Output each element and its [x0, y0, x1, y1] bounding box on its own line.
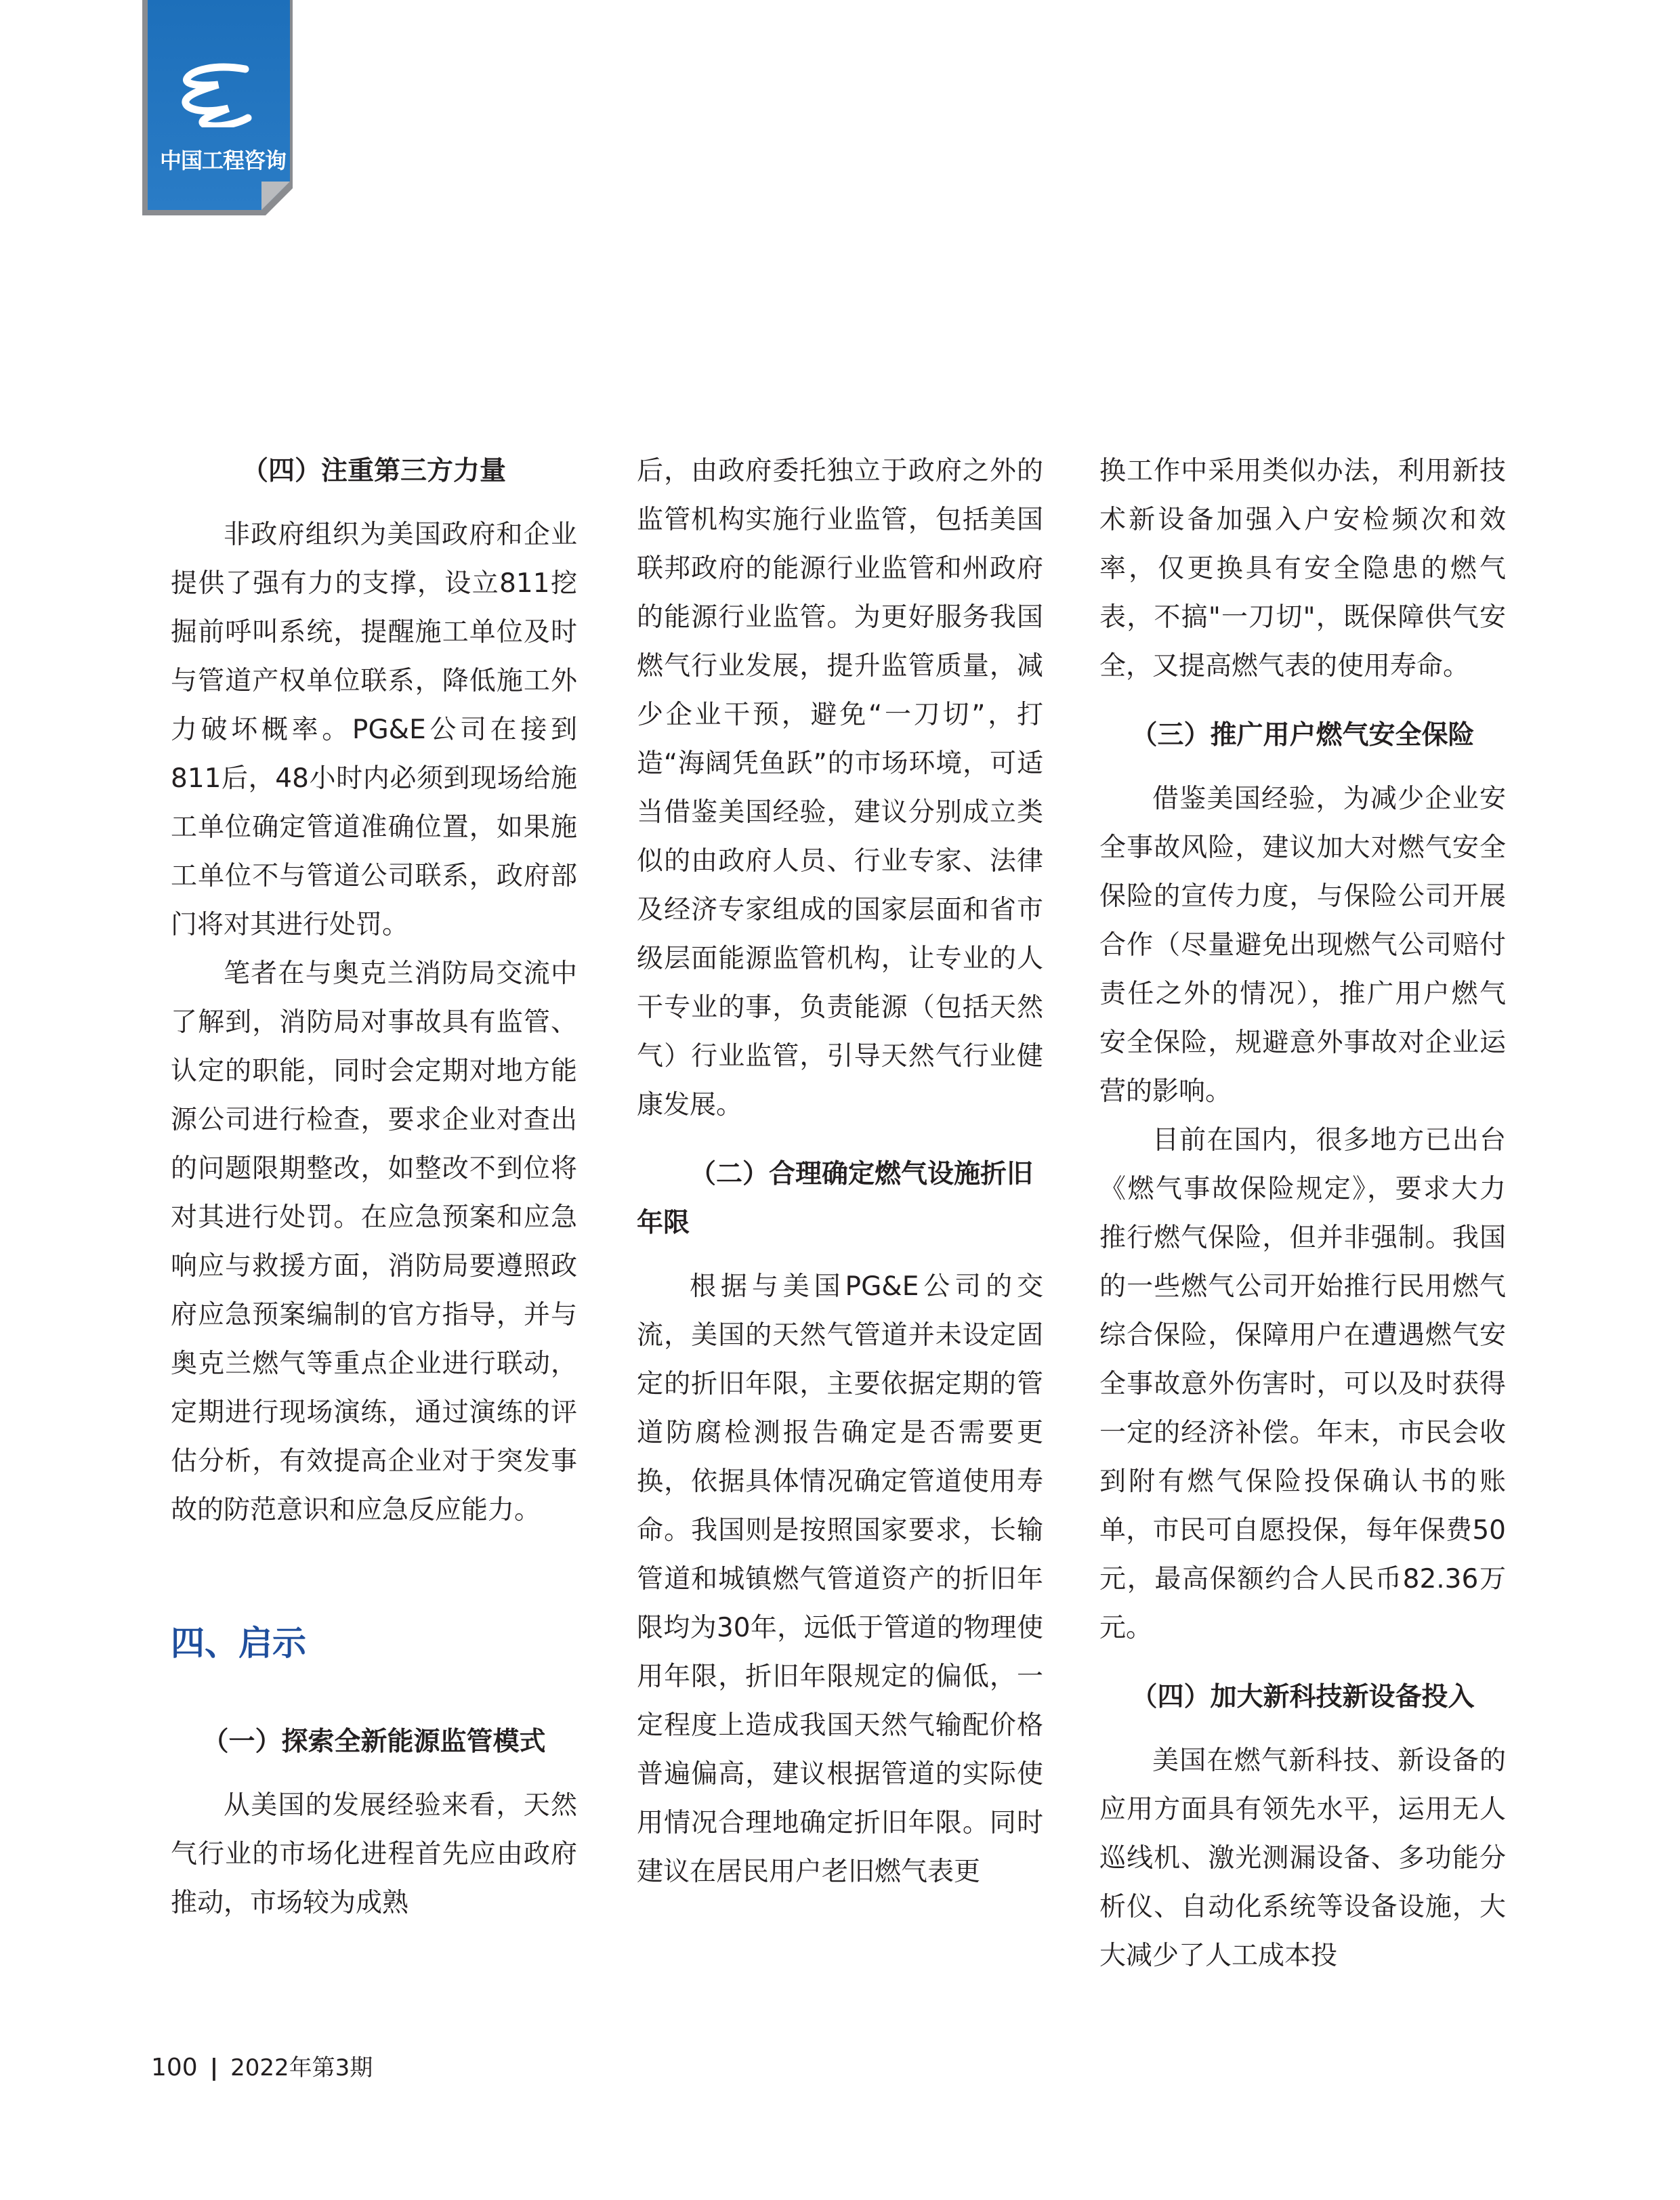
subsection-heading: （四）注重第三方力量	[241, 456, 506, 486]
subsection-heading: （四）加大新科技新设备投入	[1131, 1682, 1475, 1712]
page-number: 100	[151, 2054, 198, 2081]
subsection-heading: （三）推广用户燃气安全保险	[1131, 720, 1475, 750]
paragraph: 笔者在与奥克兰消防局交流中了解到，消防局对事故具有监管、认定的职能，同时会定期对地方能源公司进行检查，要求企业对查出的问题限期整改，如整改不到位将对其进行处罚。在应急预案和应急响应与救援方面，消防局要遵照政府应急预案编制的官方指导，并与奥克兰燃气等重点企业进行联动，定期进行现场演练，通过演练的评估分析，有效提高企业对于突发事故的防范意识和应急反应能力。	[171, 958, 577, 1525]
page-footer	[151, 2049, 373, 2082]
subsection-heading: （二）合理确定燃气设施折旧年限	[637, 1159, 1034, 1238]
paragraph: 后，由政府委托独立于政府之外的监管机构实施行业监管，包括美国联邦政府的能源行业监管和州政府的能源行业监管。为更好服务我国燃气行业发展，提升监管质量，减少企业干预，避免“一刀切”，打造“海阔凭鱼跃”的市场环境，可适当借鉴美国经验，建议分别成立类似的由政府人员、行业专家、法律及经济专家组成的国家层面和省市级层面能源监管机构，让专业的人干专业的事，负责能源（包括天然气）行业监管，引导天然气行业健康发展。	[637, 456, 1043, 1120]
paragraph: 换工作中采用类似办法，利用新技术新设备加强入户安检频次和效率，仅更换具有安全隐患的燃气表，不搞"一刀切"，既保障供气安全，又提高燃气表的使用寿命。	[1099, 456, 1506, 681]
section-heading: 四、启示	[171, 1624, 306, 1663]
subsection-heading: （一）探索全新能源监管模式	[202, 1727, 546, 1757]
issue-label: 2022年第3期	[230, 2054, 373, 2081]
paragraph: 借鉴美国经验，为减少企业安全事故风险，建议加大对燃气安全保险的宣传力度，与保险公司开展合作（尽量避免出现燃气公司赔付责任之外的情况），推广用户燃气安全保险，规避意外事故对企业运营的影响。	[1099, 784, 1506, 1107]
paragraph: 美国在燃气新科技、新设备的应用方面具有领先水平，运用无人巡线机、激光测漏设备、多功能分析仪、自动化系统等设备设施，大大减少了人工成本投	[1099, 1746, 1506, 1971]
column-middle	[637, 447, 1043, 1897]
journal-logo-icon	[177, 62, 252, 127]
footer-separator: |	[209, 2054, 219, 2081]
paragraph: 非政府组织为美国政府和企业提供了强有力的支撑，设立811挖掘前呼叫系统，提醒施工单位及时与管道产权单位联系，降低施工外力破坏概率。PG&E公司在接到811后，48小时内必须到现场给施工单位确定管道准确位置，如果施工单位不与管道公司联系，政府部门将对其进行处罚。	[171, 520, 577, 940]
column-left	[171, 447, 577, 1928]
paragraph: 根据与美国PG&E公司的交流，美国的天然气管道并未设定固定的折旧年限，主要依据定期的管道防腐检测报告确定是否需要更换，依据具体情况确定管道使用寿命。我国则是按照国家要求，长输管道和城镇燃气管道资产的折旧年限均为30年，远低于管道的物理使用年限，折旧年限规定的偏低，一定程度上造成我国天然气输配价格普遍偏高，建议根据管道的实际使用情况合理地确定折旧年限。同时建议在居民用户老旧燃气表更	[637, 1271, 1043, 1887]
column-right	[1099, 447, 1506, 1981]
paragraph: 目前在国内，很多地方已出台《燃气事故保险规定》，要求大力推行燃气保险，但并非强制。我国的一些燃气公司开始推行民用燃气综合保险，保障用户在遭遇燃气安全事故意外伤害时，可以及时获得一定的经济补偿。年末，市民会收到附有燃气保险投保确认书的账单，市民可自愿投保，每年保费50元，最高保额约合人民币82.36万元。	[1099, 1125, 1506, 1643]
journal-brand-name: 中国工程咨询	[160, 148, 287, 173]
paragraph: 从美国的发展经验来看，天然气行业的市场化进程首先应由政府推动，市场较为成熟	[171, 1790, 577, 1918]
